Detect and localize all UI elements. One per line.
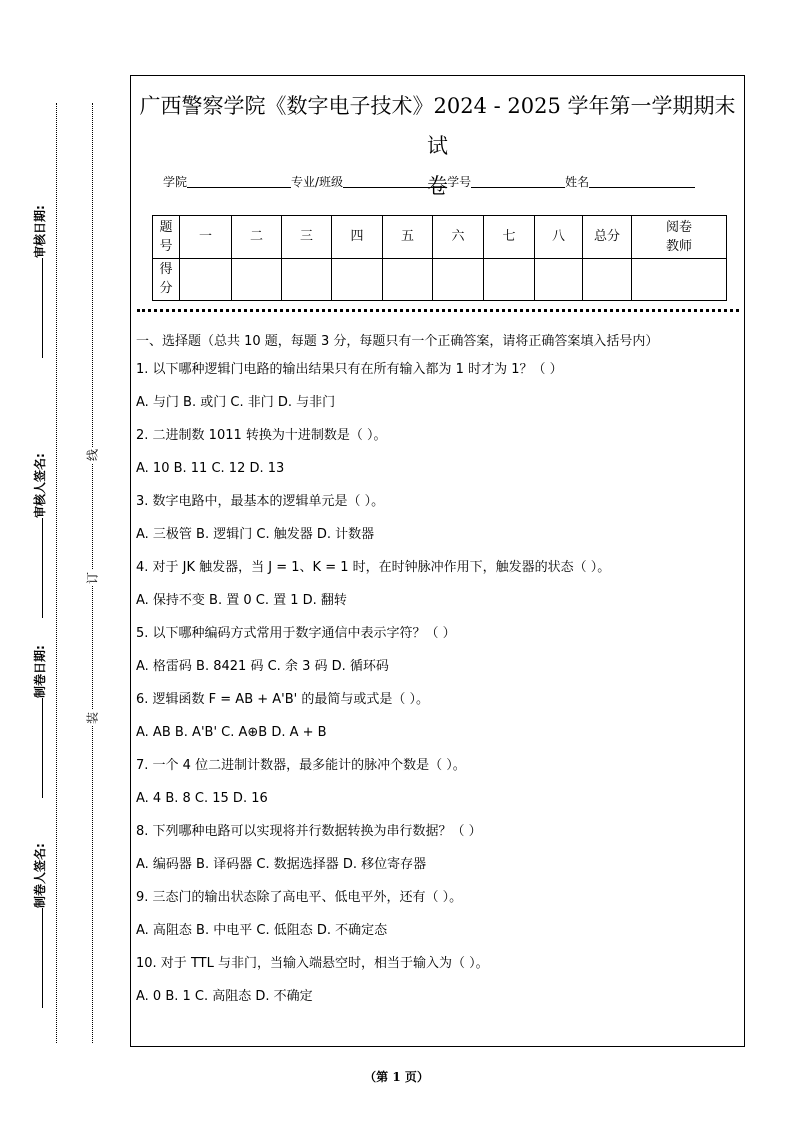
header-cell: 五 bbox=[383, 216, 433, 259]
binding-char-line: 线 bbox=[85, 448, 100, 462]
question-options: A. 10 B. 11 C. 12 D. 13 bbox=[136, 461, 285, 476]
score-cell[interactable] bbox=[180, 258, 232, 301]
binding-char-order: 订 bbox=[85, 571, 100, 585]
header-cell: 七 bbox=[484, 216, 535, 259]
question-options: A. 4 B. 8 C. 15 D. 16 bbox=[136, 791, 268, 806]
question-text: 8. 下列哪种电路可以实现将并行数据转换为串行数据？（ ） bbox=[136, 824, 482, 839]
section-1-heading: 一、选择题（总共 10 题，每题 3 分，每题只有一个正确答案，请将正确答案填入括号内） bbox=[136, 334, 659, 349]
exam-frame bbox=[130, 75, 745, 1047]
grader-cell[interactable] bbox=[632, 258, 727, 301]
question-options: A. 高阻态 B. 中电平 C. 低阻态 D. 不确定态 bbox=[136, 923, 388, 938]
question-text: 2. 二进制数 1011 转换为十进制数是（ ）。 bbox=[136, 428, 387, 443]
binding-dotted-line-outer bbox=[56, 103, 57, 1043]
name-field[interactable] bbox=[589, 175, 695, 188]
review-date-blank bbox=[34, 258, 43, 358]
question-number-header: 题 号 bbox=[153, 216, 180, 259]
make-date-label: 制卷日期: bbox=[33, 645, 47, 698]
exam-title-line2: 卷 bbox=[427, 174, 448, 198]
header-cell: 二 bbox=[232, 216, 282, 259]
question-options: A. 编码器 B. 译码器 C. 数据选择器 D. 移位寄存器 bbox=[136, 857, 427, 872]
score-row-label: 得 分 bbox=[153, 258, 180, 301]
exam-title-line1: 广西警察学院《数字电子技术》2024 - 2025 学年第一学期期末试 bbox=[139, 94, 736, 158]
score-cell[interactable] bbox=[484, 258, 535, 301]
total-score-header: 总分 bbox=[583, 216, 632, 259]
student-id-field[interactable] bbox=[471, 175, 565, 188]
make-date-field bbox=[32, 600, 48, 800]
total-score-cell[interactable] bbox=[583, 258, 632, 301]
question-text: 7. 一个 4 位二进制计数器，最多能计的脉冲个数是（ ）。 bbox=[136, 758, 466, 773]
question-text: 10. 对于 TTL 与非门，当输入端悬空时，相当于输入为（ ）。 bbox=[136, 956, 489, 971]
question-text: 4. 对于 JK 触发器，当 J = 1、K = 1 时，在时钟脉冲作用下，触发器的状态（ ）。 bbox=[136, 560, 611, 575]
question-text: 5. 以下哪种编码方式常用于数字通信中表示字符？（ ） bbox=[136, 626, 456, 641]
question-text: 6. 逻辑函数 F = AB + A'B' 的最简与或式是（ ）。 bbox=[136, 692, 429, 707]
maker-signature-label: 制卷人签名: bbox=[33, 843, 47, 908]
score-table bbox=[152, 215, 727, 301]
score-cell[interactable] bbox=[383, 258, 433, 301]
question-options: A. 与门 B. 或门 C. 非门 D. 与非门 bbox=[136, 395, 336, 410]
reviewer-signature-field bbox=[32, 420, 48, 620]
question-text: 3. 数字电路中，最基本的逻辑单元是（ ）。 bbox=[136, 494, 385, 509]
score-cell[interactable] bbox=[535, 258, 583, 301]
grader-header: 阅卷 教师 bbox=[632, 216, 727, 259]
major-label: 专业/班级 bbox=[291, 175, 344, 189]
question-text: 9. 三态门的输出状态除了高电平、低电平外，还有（ ）。 bbox=[136, 890, 463, 905]
question-options: A. 三极管 B. 逻辑门 C. 触发器 D. 计数器 bbox=[136, 527, 375, 542]
question-options: A. 格雷码 B. 8421 码 C. 余 3 码 D. 循环码 bbox=[136, 659, 389, 674]
question-options: A. 0 B. 1 C. 高阻态 D. 不确定 bbox=[136, 989, 313, 1004]
question-text: 1. 以下哪种逻辑门电路的输出结果只有在所有输入都为 1 时才为 1？（ ） bbox=[136, 362, 563, 377]
score-cell[interactable] bbox=[433, 258, 484, 301]
header-cell: 三 bbox=[282, 216, 332, 259]
section-1-choice-questions bbox=[136, 331, 736, 1019]
make-date-blank bbox=[34, 698, 43, 798]
score-cell[interactable] bbox=[282, 258, 332, 301]
header-cell: 八 bbox=[535, 216, 583, 259]
score-table-score-row bbox=[153, 258, 727, 301]
header-cell: 一 bbox=[180, 216, 232, 259]
college-label: 学院 bbox=[163, 175, 188, 189]
binding-char-pack: 装 bbox=[85, 711, 100, 725]
maker-signature-blank bbox=[34, 908, 43, 1008]
college-field[interactable] bbox=[187, 175, 291, 188]
score-cell[interactable] bbox=[232, 258, 282, 301]
maker-signature-field bbox=[32, 810, 48, 1010]
question-options: A. 保持不变 B. 置 0 C. 置 1 D. 翻转 bbox=[136, 593, 347, 608]
student-id-label: 学号 bbox=[447, 175, 472, 189]
score-cell[interactable] bbox=[332, 258, 383, 301]
header-cell: 六 bbox=[433, 216, 484, 259]
reviewer-signature-label: 审核人签名: bbox=[33, 453, 47, 518]
student-info-row bbox=[163, 173, 695, 190]
score-table-header-row bbox=[153, 216, 727, 259]
dotted-separator bbox=[137, 309, 739, 312]
review-date-field bbox=[32, 160, 48, 360]
header-cell: 四 bbox=[332, 216, 383, 259]
review-date-label: 审核日期: bbox=[33, 205, 47, 258]
page-number: （第 1 页） bbox=[364, 1070, 429, 1084]
major-field[interactable] bbox=[343, 175, 447, 188]
name-label: 姓名 bbox=[565, 175, 590, 189]
question-options: A. AB B. A'B' C. A⊕B D. A + B bbox=[136, 725, 327, 740]
